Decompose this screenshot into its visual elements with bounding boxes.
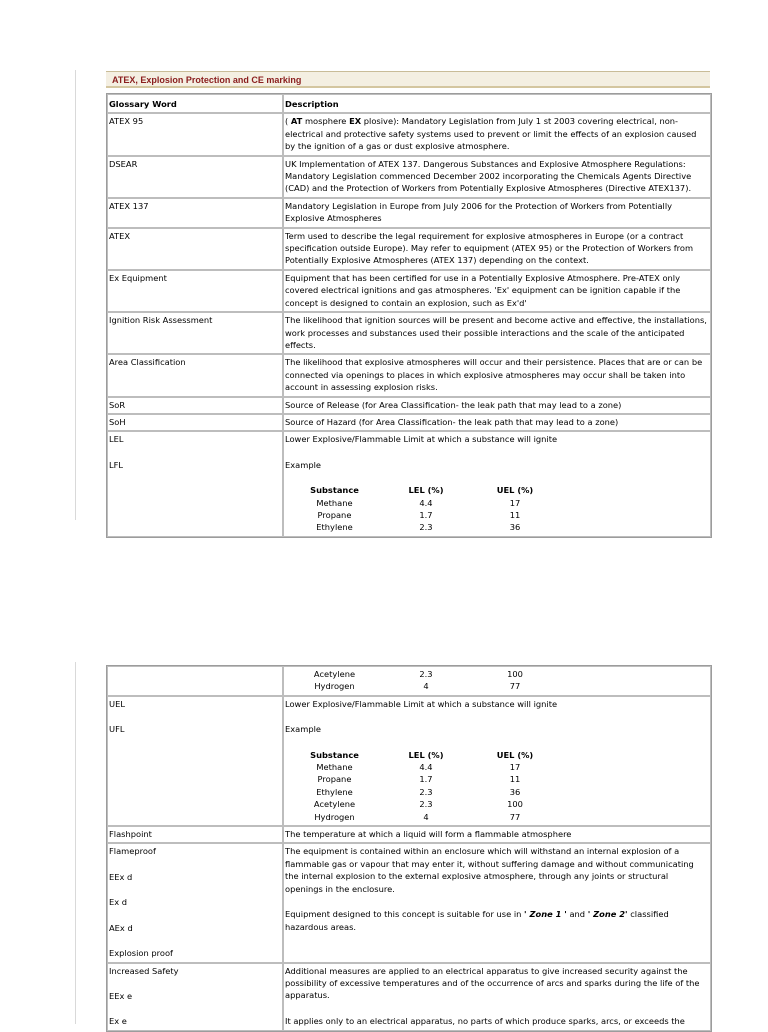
table-row <box>107 113 711 155</box>
definition-ex-equipment: Equipment that has been certified for use in a Potentially Explosive Atmosphere. Pre-ATEX only covered electrical ignitions and gas atmospheres. 'Ex' equipment can be ignition capable if the concept is designed to contain an explosion, such as Ex'd' <box>283 270 711 312</box>
definition-flameproof: The equipment is contained within an enclosure which will withstand an internal explosion of a flammable gas or vapour that may enter it, without suffering damage and without communicating the internal explosion to the external explosive atmosphere, through any joints or structural openings in the enclosure. Equipment designed to this concept is suitable for use in ' Zone 1 ' and ' Zone 2' classified hazardous areas. <box>283 843 711 962</box>
term-flameproof: Flameproof EEx d Ex d AEx d Explosion proof <box>107 843 283 962</box>
term-ignition-risk-assessment: Ignition Risk Assessment <box>107 312 283 354</box>
table-row <box>107 270 711 312</box>
table-row <box>107 431 711 536</box>
definition-lel: Lower Explosive/Flammable Limit at which a substance will ignite Example Substance LEL (%) UEL (%) Methane 4.4 17 Propane 1.7 11 Ethylene 2.3 36 <box>283 431 711 536</box>
term-soh: SoH <box>107 414 283 431</box>
term-area-classification: Area Classification <box>107 354 283 396</box>
page-2-clip <box>0 665 768 1027</box>
header-glossary-word: Glossary Word <box>107 94 283 113</box>
term-uel: UEL UFL <box>107 696 283 826</box>
table-header-row <box>107 94 711 113</box>
definition-area-classification: The likelihood that explosive atmospheres will occur and their persistence. Places that are or can be connected via openings to places in which explosive atmospheres may occur shall be taken into account in assessing explosion risks. <box>283 354 711 396</box>
term-dsear: DSEAR <box>107 156 283 198</box>
glossary-table-part-2 <box>106 665 712 1032</box>
table-row <box>107 843 711 962</box>
term-increased-safety: Increased Safety EEx e Ex e <box>107 963 283 1031</box>
table-row <box>107 414 711 431</box>
definition-sor: Source of Release (for Area Classification- the leak path that may lead to a zone) <box>283 397 711 414</box>
table-row <box>107 198 711 228</box>
definition-atex95: ( AT mosphere EX plosive): Mandatory Legislation from July 1 st 2003 covering electrical, non-electrical and protective safety systems used to prevent or limit the effects of an explosion caused by the ignition of a gas or dust explosive atmosphere. <box>283 113 711 155</box>
definition-increased-safety: Additional measures are applied to an electrical apparatus to give increased security against the possibility of excessive temperatures and of the occurrence of arcs and sparks during the life of the apparatus. It applies only to an electrical apparatus, no parts of which produce sparks, arcs, or exceeds the <box>283 963 711 1031</box>
definition-lel-continued <box>283 666 711 696</box>
table-row <box>107 228 711 270</box>
table-row <box>107 354 711 396</box>
term-atex: ATEX <box>107 228 283 270</box>
definition-atex137: Mandatory Legislation in Europe from July 2006 for the Protection of Workers from Potentially Explosive Atmospheres <box>283 198 711 228</box>
table-row <box>107 156 711 198</box>
term-atex137: ATEX 137 <box>107 198 283 228</box>
table-row <box>107 666 711 696</box>
term-sor: SoR <box>107 397 283 414</box>
definition-flashpoint: The temperature at which a liquid will form a flammable atmosphere <box>283 826 711 843</box>
table-row <box>107 963 711 1031</box>
definition-uel: Lower Explosive/Flammable Limit at which a substance will ignite Example Substance LEL (%) UEL (%) Methane 4.4 17 Propane 1.7 11 Ethylene 2.3 36 Acetylene 2.3 100 Hydrogen 4 77 <box>283 696 711 826</box>
substance-table-1: Substance LEL (%) UEL (%) Methane 4.4 17 Propane 1.7 11 Ethylene 2.3 36 <box>310 485 534 533</box>
term-ex-equipment: Ex Equipment <box>107 270 283 312</box>
page-1-clip <box>0 93 768 533</box>
table-row <box>107 312 711 354</box>
glossary-table-part-1 <box>106 93 712 538</box>
header-description: Description <box>283 94 711 113</box>
definition-atex: Term used to describe the legal requirement for explosive atmospheres in Europe (or a contract specification outside Europe). May refer to equipment (ATEX 95) or the Protection of Workers from Potentially Explosive Atmospheres (ATEX 137) depending on the context. <box>283 228 711 270</box>
definition-ignition-risk-assessment: The likelihood that ignition sources will be present and become active and effective, the installations, work processes and substances used their possible interactions and the scale of the anticipated effects. <box>283 312 711 354</box>
term-flashpoint: Flashpoint <box>107 826 283 843</box>
definition-dsear: UK Implementation of ATEX 137. Dangerous Substances and Explosive Atmosphere Regulations: Mandatory Legislation commenced December 2002 incorporating the Chemicals Agents Directive (CAD) and the Protection of Workers from Potentially Explosive Atmospheres (Directive ATEX137). <box>283 156 711 198</box>
section-title: ATEX, Explosion Protection and CE marking <box>106 71 710 88</box>
substance-table-1-continued: Acetylene 2.3 100 Hydrogen 4 77 <box>313 669 523 692</box>
term-lel: LEL LFL <box>107 431 283 536</box>
substance-table-2: Substance LEL (%) UEL (%) Methane 4.4 17 Propane 1.7 11 Ethylene 2.3 36 Acetylene 2.3 100 Hydrogen 4 77 <box>310 749 534 822</box>
table-row <box>107 826 711 843</box>
term-lel-continued <box>107 666 283 696</box>
definition-soh: Source of Hazard (for Area Classification- the leak path that may lead to a zone) <box>283 414 711 431</box>
term-atex95: ATEX 95 <box>107 113 283 155</box>
table-row <box>107 397 711 414</box>
table-row <box>107 696 711 826</box>
